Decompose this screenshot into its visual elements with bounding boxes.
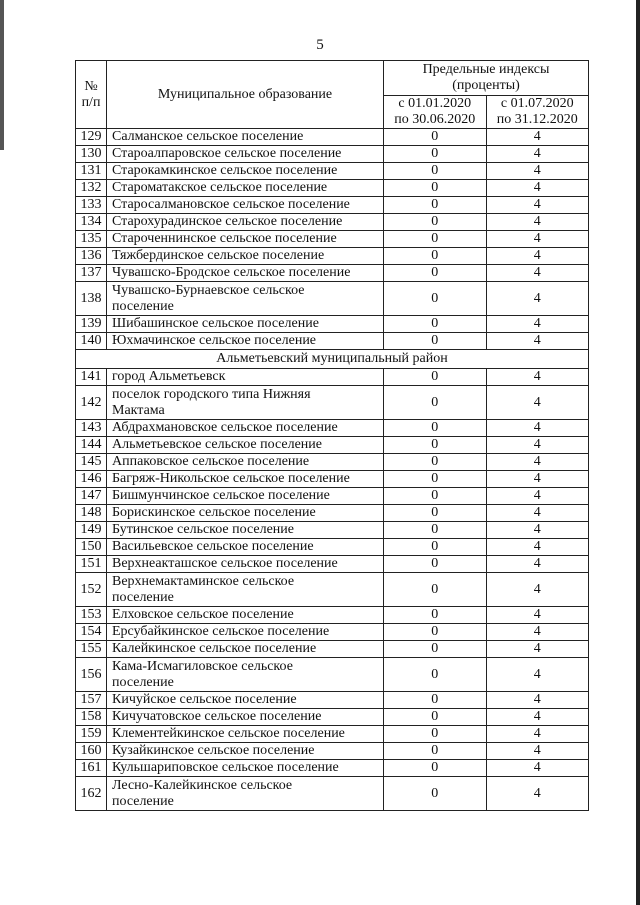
row-number: 134 [76, 214, 107, 231]
municipality-name: Васильевское сельское поселение [107, 539, 384, 556]
table-row [76, 471, 589, 488]
index-period-1: 0 [384, 129, 487, 146]
municipality-name: Юхмачинское сельское поселение [107, 333, 384, 350]
index-period-2: 4 [486, 333, 589, 350]
table-row [76, 231, 589, 248]
index-period-2: 4 [486, 386, 589, 420]
row-number: 138 [76, 282, 107, 316]
index-period-2: 4 [486, 316, 589, 333]
index-period-2: 4 [486, 163, 589, 180]
table-row [76, 316, 589, 333]
header-municipality: Муниципальное образование [107, 61, 384, 129]
municipality-name: Альметьевское сельское поселение [107, 437, 384, 454]
municipality-name: Аппаковское сельское поселение [107, 454, 384, 471]
table-row [76, 522, 589, 539]
index-period-2: 4 [486, 231, 589, 248]
row-number: 131 [76, 163, 107, 180]
row-number: 136 [76, 248, 107, 265]
row-number: 155 [76, 641, 107, 658]
index-period-2: 4 [486, 777, 589, 811]
table-row [76, 607, 589, 624]
municipality-name: Староалпаровское сельское поселение [107, 146, 384, 163]
row-number: 130 [76, 146, 107, 163]
municipality-name: Шибашинское сельское поселение [107, 316, 384, 333]
table-row [76, 420, 589, 437]
index-period-1: 0 [384, 488, 487, 505]
row-number: 149 [76, 522, 107, 539]
row-number: 160 [76, 743, 107, 760]
table-row [76, 386, 589, 420]
municipality-name: Кузайкинское сельское поселение [107, 743, 384, 760]
municipality-name: Старосалмановское сельское поселение [107, 197, 384, 214]
index-period-1: 0 [384, 607, 487, 624]
index-period-1: 0 [384, 556, 487, 573]
scan-edge-left [0, 0, 4, 150]
row-number: 158 [76, 709, 107, 726]
table-row [76, 760, 589, 777]
row-number: 135 [76, 231, 107, 248]
index-period-2: 4 [486, 556, 589, 573]
row-number: 140 [76, 333, 107, 350]
table-row [76, 437, 589, 454]
municipality-name: Старохурадинское сельское поселение [107, 214, 384, 231]
row-number: 129 [76, 129, 107, 146]
index-period-2: 4 [486, 709, 589, 726]
table-row [76, 692, 589, 709]
index-period-1: 0 [384, 282, 487, 316]
index-period-1: 0 [384, 420, 487, 437]
index-period-2: 4 [486, 471, 589, 488]
table-row [76, 539, 589, 556]
municipality-name: Верхнемактаминское сельское поселение [107, 573, 384, 607]
table-row [76, 333, 589, 350]
row-number: 139 [76, 316, 107, 333]
municipality-name: Клементейкинское сельское поселение [107, 726, 384, 743]
table-row [76, 180, 589, 197]
row-number: 159 [76, 726, 107, 743]
row-number: 137 [76, 265, 107, 282]
table-row [76, 743, 589, 760]
section-title: Альметьевский муниципальный район [76, 350, 589, 369]
table-row [76, 488, 589, 505]
table-row [76, 146, 589, 163]
index-period-1: 0 [384, 760, 487, 777]
municipality-name: Староченнинское сельское поселение [107, 231, 384, 248]
municipality-name: Кама-Исмагиловское сельское поселение [107, 658, 384, 692]
index-period-2: 4 [486, 265, 589, 282]
row-number: 154 [76, 624, 107, 641]
municipality-name: Кичучатовское сельское поселение [107, 709, 384, 726]
index-period-2: 4 [486, 692, 589, 709]
table-header-row [76, 61, 589, 96]
header-period-1: с 01.01.2020 по 30.06.2020 [384, 96, 487, 129]
index-period-2: 4 [486, 488, 589, 505]
row-number: 152 [76, 573, 107, 607]
municipality-name: Лесно-Калейкинское сельское поселение [107, 777, 384, 811]
row-number: 150 [76, 539, 107, 556]
municipality-name: Ерсубайкинское сельское поселение [107, 624, 384, 641]
index-period-2: 4 [486, 180, 589, 197]
table-row [76, 248, 589, 265]
index-period-2: 4 [486, 624, 589, 641]
index-period-2: 4 [486, 573, 589, 607]
index-period-1: 0 [384, 539, 487, 556]
table-row [76, 726, 589, 743]
municipality-name: Борискинское сельское поселение [107, 505, 384, 522]
index-period-2: 4 [486, 146, 589, 163]
table-row [76, 214, 589, 231]
index-period-1: 0 [384, 505, 487, 522]
index-period-2: 4 [486, 248, 589, 265]
municipality-name: Верхнеакташское сельское поселение [107, 556, 384, 573]
municipality-name: Чувашско-Бродское сельское поселение [107, 265, 384, 282]
index-period-2: 4 [486, 641, 589, 658]
table-row [76, 709, 589, 726]
row-number: 142 [76, 386, 107, 420]
index-period-2: 4 [486, 607, 589, 624]
section-row [76, 350, 589, 369]
index-period-1: 0 [384, 624, 487, 641]
page-number: 5 [316, 37, 324, 53]
row-number: 162 [76, 777, 107, 811]
municipality-name: Абдрахмановское сельское поселение [107, 420, 384, 437]
index-period-1: 0 [384, 709, 487, 726]
municipality-name: Чувашско-Бурнаевское сельское поселение [107, 282, 384, 316]
index-period-1: 0 [384, 386, 487, 420]
index-period-1: 0 [384, 726, 487, 743]
index-period-2: 4 [486, 214, 589, 231]
index-period-1: 0 [384, 180, 487, 197]
index-period-2: 4 [486, 454, 589, 471]
row-number: 153 [76, 607, 107, 624]
table-row [76, 658, 589, 692]
municipality-name: Калейкинское сельское поселение [107, 641, 384, 658]
index-period-1: 0 [384, 658, 487, 692]
index-period-2: 4 [486, 420, 589, 437]
index-period-1: 0 [384, 316, 487, 333]
index-period-1: 0 [384, 641, 487, 658]
index-period-1: 0 [384, 265, 487, 282]
index-period-2: 4 [486, 760, 589, 777]
municipality-name: Тяжбердинское сельское поселение [107, 248, 384, 265]
index-period-2: 4 [486, 282, 589, 316]
table-row [76, 641, 589, 658]
table-row [76, 573, 589, 607]
row-number: 146 [76, 471, 107, 488]
index-period-1: 0 [384, 777, 487, 811]
municipality-name: Багряж-Никольское сельское поселение [107, 471, 384, 488]
row-number: 156 [76, 658, 107, 692]
table-row [76, 163, 589, 180]
index-period-1: 0 [384, 248, 487, 265]
scan-edge-right [636, 0, 640, 905]
table-row [76, 624, 589, 641]
row-number: 144 [76, 437, 107, 454]
table-row [76, 505, 589, 522]
index-period-1: 0 [384, 573, 487, 607]
index-period-1: 0 [384, 231, 487, 248]
row-number: 147 [76, 488, 107, 505]
row-number: 148 [76, 505, 107, 522]
index-period-1: 0 [384, 743, 487, 760]
index-period-1: 0 [384, 522, 487, 539]
row-number: 132 [76, 180, 107, 197]
index-period-1: 0 [384, 333, 487, 350]
row-number: 157 [76, 692, 107, 709]
municipality-name: Елховское сельское поселение [107, 607, 384, 624]
index-period-2: 4 [486, 505, 589, 522]
index-period-1: 0 [384, 692, 487, 709]
index-period-1: 0 [384, 163, 487, 180]
row-number: 151 [76, 556, 107, 573]
index-period-1: 0 [384, 454, 487, 471]
municipality-name: поселок городского типа Нижняя Мактама [107, 386, 384, 420]
index-period-2: 4 [486, 522, 589, 539]
index-period-1: 0 [384, 214, 487, 231]
row-number: 145 [76, 454, 107, 471]
index-period-2: 4 [486, 369, 589, 386]
table-row [76, 777, 589, 811]
index-period-2: 4 [486, 437, 589, 454]
municipality-name: Кичуйское сельское поселение [107, 692, 384, 709]
table-body [76, 129, 589, 811]
municipality-name: Бутинское сельское поселение [107, 522, 384, 539]
table-row [76, 129, 589, 146]
table-row [76, 282, 589, 316]
table-row [76, 369, 589, 386]
indices-table [75, 60, 589, 811]
row-number: 141 [76, 369, 107, 386]
index-period-1: 0 [384, 437, 487, 454]
index-period-1: 0 [384, 369, 487, 386]
municipality-name: Староматакское сельское поселение [107, 180, 384, 197]
municipality-name: Кульшариповское сельское поселение [107, 760, 384, 777]
index-period-2: 4 [486, 197, 589, 214]
table-row [76, 265, 589, 282]
index-period-2: 4 [486, 726, 589, 743]
row-number: 143 [76, 420, 107, 437]
index-period-1: 0 [384, 146, 487, 163]
index-period-1: 0 [384, 197, 487, 214]
index-period-2: 4 [486, 539, 589, 556]
index-period-2: 4 [486, 129, 589, 146]
index-period-1: 0 [384, 471, 487, 488]
table-row [76, 197, 589, 214]
municipality-name: Бишмунчинское сельское поселение [107, 488, 384, 505]
header-num: № п/п [76, 61, 107, 129]
municipality-name: Старокамкинское сельское поселение [107, 163, 384, 180]
table-row [76, 454, 589, 471]
index-period-2: 4 [486, 743, 589, 760]
row-number: 133 [76, 197, 107, 214]
index-period-2: 4 [486, 658, 589, 692]
municipality-name: город Альметьевск [107, 369, 384, 386]
row-number: 161 [76, 760, 107, 777]
municipality-name: Салманское сельское поселение [107, 129, 384, 146]
header-period-2: с 01.07.2020 по 31.12.2020 [486, 96, 589, 129]
header-indices: Предельные индексы (проценты) [384, 61, 589, 96]
table-row [76, 556, 589, 573]
